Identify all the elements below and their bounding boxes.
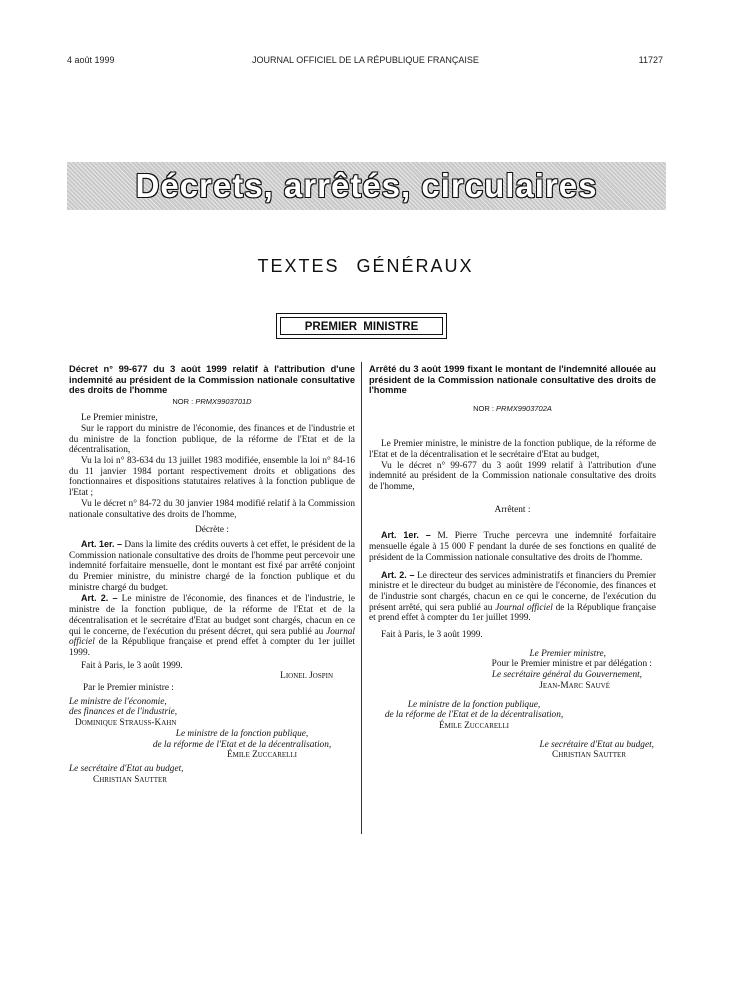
- signature-block-2: Le ministre de la fonction publique, de la réforme de l'Etat et de la décentralisation, Émile Zuccarelli: [152, 728, 332, 761]
- article-2: Art. 2. – Le ministre de l'économie, des finances et de l'industrie, le ministre de la fonction publique, de la réforme de l'Etat et de la décentralisation et le secrétaire d'Etat au budget sont chargés, chacun en ce qui le concerne, de l'exécution du présent décret, qui sera publié au Journal officiel de la République française et prend effet à compter du 1er juillet 1999.: [69, 593, 356, 658]
- paragraph: Le Premier ministre,: [81, 413, 158, 424]
- article-2: Art. 2. – Le directeur des services administratifs et financiers du Premier ministre et le directeur du budget au ministère de l'économie, des finances et de l'industrie sont chargés, chacun en ce qui le concerne, de l'exécution du présent arrêté, qui sera publié au Journal officiel de la République française et prend effet à compter du 1er juillet 1999.: [369, 569, 657, 624]
- column-divider: [361, 362, 362, 834]
- paragraph: Sur le rapport du ministre de l'économie, des finances et de l'industrie et du ministre de la fonction publique, de la réforme de l'Etat et de la décentralisation,: [69, 423, 355, 456]
- decree-title: Décret n° 99-677 du 3 août 1999 relatif à l'attribution d'une indemnité au président de la Commission nationale consultative des droits de l'homme: [69, 364, 355, 395]
- rubric-banner: [67, 162, 666, 210]
- left-column: [69, 364, 355, 785]
- header-date: 4 août 1999: [67, 55, 115, 65]
- fait-date: Fait à Paris, le 3 août 1999.: [381, 630, 483, 641]
- header-journal-title: JOURNAL OFFICIEL DE LA RÉPUBLIQUE FRANÇAISE: [252, 55, 479, 65]
- decrete-label: Décrète :: [195, 525, 229, 536]
- signer-name: Lionel Jospin: [280, 671, 333, 682]
- signature-block-min: Le ministre de la fonction publique, de la réforme de l'Etat et de la décentralisation, Émile Zuccarelli: [384, 699, 564, 731]
- banner-title: Décrets, arrêtés, circulaires: [135, 167, 598, 204]
- arrete-nor: NOR : PRMX9903702A: [473, 403, 552, 413]
- ministry-label: PREMIER MINISTRE: [280, 317, 443, 335]
- decree-nor: NOR : PRMX9903701D: [172, 396, 252, 406]
- header-page-number: 11727: [638, 55, 663, 65]
- article-1: Art. 1er. – M. Pierre Truche percevra une indemnité forfaitaire mensuelle égale à 15 000 F pendant la durée de ses fonctions en qualité de président de la Commission nationale consultative des droits de l'homme.: [369, 530, 656, 563]
- signature-block-pm: Le Premier ministre, Pour le Premier ministre et par délégation : Le secrétaire général du Gouvernement, Jean-Marc Sauvé: [491, 648, 652, 691]
- arrete-title: Arrêté du 3 août 1999 fixant le montant de l'indemnité allouée au président de la Commission nationale consultative des droits de l'homme: [369, 364, 656, 395]
- paragraph: Vu la loi n° 83-634 du 13 juillet 1983 modifiée, ensemble la loi n° 84-16 du 11 janvier 1984 portant respectivement droits et obligations des fonctionnaires et dispositions statutaires relatives à la fonction publique de l'Etat ;: [69, 456, 355, 499]
- arretent-label: Arrêtent :: [494, 504, 531, 515]
- paragraph: Vu le décret n° 99-677 du 3 août 1999 relatif à l'attribution d'une indemnité au président de la Commission nationale consultative des droits de l'homme,: [369, 460, 656, 493]
- right-column: [369, 364, 656, 761]
- paragraph: Vu le décret n° 84-72 du 30 janvier 1984 modifié relatif à la Commission nationale consultative des droits de l'homme,: [69, 498, 355, 520]
- signature-block-3: Le secrétaire d'Etat au budget, Christian Sautter: [69, 764, 184, 785]
- ministry-box: [276, 313, 447, 339]
- par-premier-ministre: Par le Premier ministre :: [83, 683, 174, 694]
- fait-date: Fait à Paris, le 3 août 1999.: [81, 660, 183, 671]
- section-title: TEXTES GÉNÉRAUX: [257, 256, 474, 276]
- signature-block-1: Le ministre de l'économie, des finances et de l'industrie, Dominique Strauss-Kahn: [69, 696, 178, 729]
- article-1: Art. 1er. – Dans la limite des crédits ouverts à cet effet, le président de la Commission nationale consultative des droits de l'homme peut percevoir une indemnité forfaitaire mensuelle, dont le montant est fixé par arrêté conjoint du Premier ministre, du ministre chargé de la fonction publique et du ministre chargé du budget.: [69, 538, 355, 593]
- paragraph: Le Premier ministre, le ministre de la fonction publique, de la réforme de l'Etat et de la décentralisation et le secrétaire d'Etat au budget,: [369, 439, 656, 460]
- signature-block-sec: Le secrétaire d'Etat au budget, Christian Sautter: [539, 739, 654, 761]
